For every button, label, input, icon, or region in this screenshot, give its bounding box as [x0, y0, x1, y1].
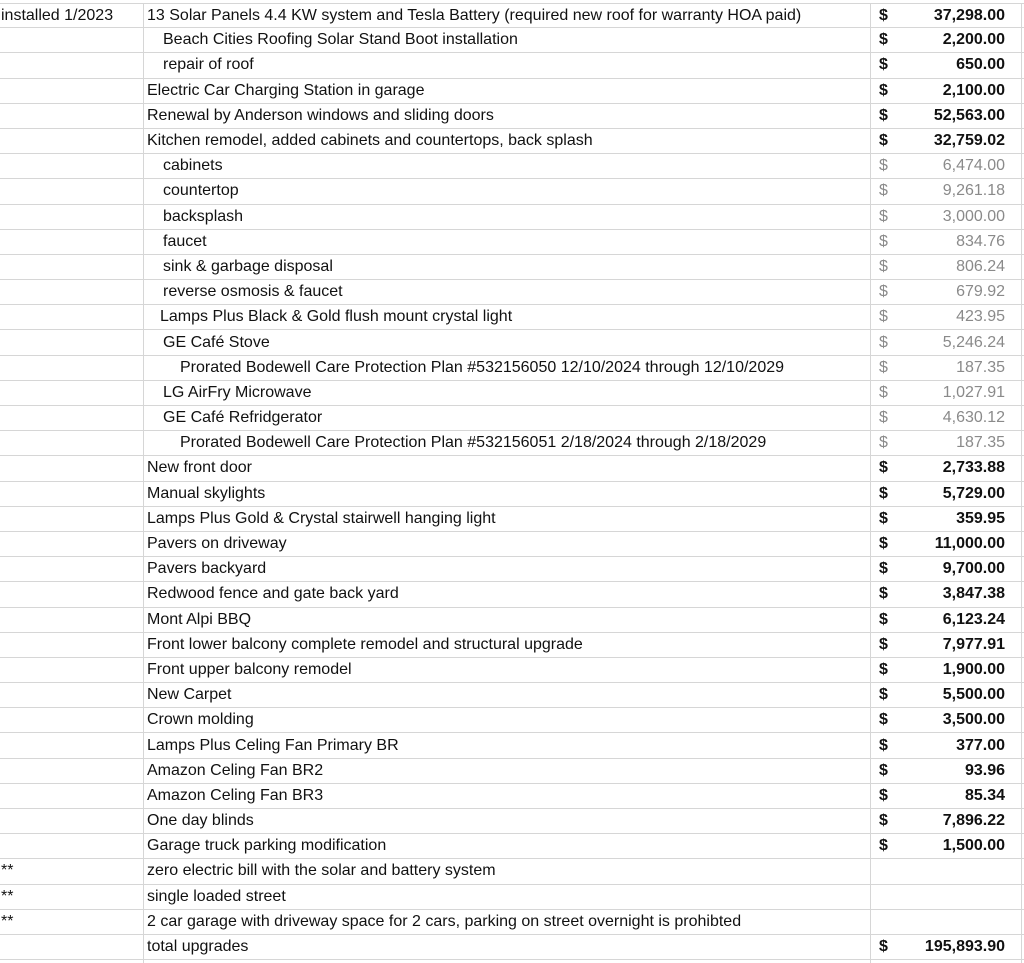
amount-cell[interactable] — [901, 406, 1005, 430]
amount-cell-text: 423.95 — [956, 308, 1005, 326]
amount-cell[interactable] — [901, 330, 1005, 354]
note-cell[interactable] — [0, 759, 143, 783]
amount-cell[interactable] — [901, 784, 1005, 808]
description-cell-text: single loaded street — [147, 887, 286, 905]
description-cell-text: Front upper balcony remodel — [147, 660, 352, 678]
currency-cell-text: $ — [879, 308, 888, 326]
amount-cell-text: 4,630.12 — [942, 409, 1005, 427]
amount-cell[interactable] — [901, 154, 1005, 178]
amount-cell-text: 32,759.02 — [933, 132, 1005, 150]
amount-cell-text: 1,027.91 — [942, 383, 1005, 401]
amount-cell[interactable] — [901, 482, 1005, 506]
description-cell[interactable] — [144, 79, 870, 103]
note-cell[interactable] — [0, 834, 143, 858]
amount-cell[interactable] — [901, 28, 1005, 52]
note-cell[interactable] — [0, 53, 143, 77]
description-cell-text: Crown molding — [147, 711, 254, 729]
currency-cell[interactable] — [871, 658, 901, 682]
description-cell-text: zero electric bill with the solar and battery system — [147, 862, 496, 880]
description-cell-text: New front door — [147, 459, 252, 477]
currency-cell-text: $ — [879, 358, 888, 376]
description-cell-text: total upgrades — [147, 938, 249, 956]
amount-cell-text: 2,100.00 — [942, 81, 1005, 99]
description-cell[interactable] — [144, 53, 870, 77]
description-cell-text: Front lower balcony complete remodel and structural upgrade — [147, 635, 583, 653]
description-cell-text: One day blinds — [147, 812, 254, 830]
description-cell[interactable] — [144, 129, 870, 153]
note-cell[interactable] — [0, 104, 143, 128]
amount-cell[interactable] — [901, 507, 1005, 531]
note-cell-text: ** — [1, 912, 14, 930]
amount-cell-text: 93.96 — [964, 761, 1005, 779]
description-cell-text: New Carpet — [147, 686, 232, 704]
note-cell[interactable] — [0, 885, 143, 909]
currency-cell-text: $ — [879, 434, 888, 452]
currency-cell-text: $ — [879, 786, 888, 804]
column-divider-b — [870, 3, 871, 963]
amount-cell[interactable] — [901, 532, 1005, 556]
description-cell[interactable] — [144, 456, 870, 480]
amount-cell-text: 5,500.00 — [942, 686, 1005, 704]
amount-cell[interactable] — [901, 53, 1005, 77]
description-cell-text: Lamps Plus Black & Gold flush mount crystal light — [160, 308, 513, 326]
description-cell[interactable] — [144, 507, 870, 531]
currency-cell[interactable] — [871, 809, 901, 833]
description-cell[interactable] — [144, 104, 870, 128]
note-cell[interactable] — [0, 557, 143, 581]
currency-cell[interactable] — [871, 381, 901, 405]
description-cell[interactable] — [144, 154, 870, 178]
description-cell[interactable] — [144, 4, 870, 27]
description-cell[interactable] — [144, 330, 870, 354]
amount-cell-text: 9,261.18 — [942, 182, 1005, 200]
description-cell[interactable] — [144, 910, 870, 934]
description-cell-text: Kitchen remodel, added cabinets and countertops, back splash — [147, 132, 593, 150]
description-cell[interactable] — [144, 28, 870, 52]
amount-cell[interactable] — [901, 129, 1005, 153]
amount-cell-text: 187.35 — [956, 358, 1005, 376]
note-cell[interactable] — [0, 406, 143, 430]
description-cell[interactable] — [144, 557, 870, 581]
amount-cell-text: 6,123.24 — [942, 610, 1005, 628]
description-cell[interactable] — [144, 935, 870, 959]
note-cell[interactable] — [0, 381, 143, 405]
currency-cell[interactable] — [871, 356, 901, 380]
amount-cell[interactable] — [901, 205, 1005, 229]
description-cell[interactable] — [144, 885, 870, 909]
currency-cell[interactable] — [871, 456, 901, 480]
description-cell[interactable] — [144, 532, 870, 556]
note-cell[interactable] — [0, 910, 143, 934]
amount-cell-text: 679.92 — [956, 283, 1005, 301]
note-cell[interactable] — [0, 431, 143, 455]
note-cell[interactable] — [0, 280, 143, 304]
amount-cell[interactable] — [901, 179, 1005, 203]
amount-cell-text: 806.24 — [956, 257, 1005, 275]
currency-cell-text: $ — [879, 837, 888, 855]
description-cell-text: Lamps Plus Gold & Crystal stairwell hanging light — [147, 509, 496, 527]
currency-cell[interactable] — [871, 708, 901, 732]
amount-cell[interactable] — [901, 557, 1005, 581]
currency-cell[interactable] — [871, 205, 901, 229]
currency-cell-text: $ — [879, 383, 888, 401]
currency-cell[interactable] — [871, 255, 901, 279]
amount-cell-text: 6,474.00 — [942, 157, 1005, 175]
currency-cell[interactable] — [871, 859, 901, 883]
amount-cell[interactable] — [901, 859, 1005, 883]
note-cell[interactable] — [0, 507, 143, 531]
description-cell-text: Prorated Bodewell Care Protection Plan #532156051 2/18/2024 through 2/18/2029 — [180, 434, 767, 452]
amount-cell[interactable] — [901, 356, 1005, 380]
amount-cell-text: 377.00 — [956, 736, 1005, 754]
amount-cell-text: 834.76 — [956, 232, 1005, 250]
currency-cell[interactable] — [871, 482, 901, 506]
currency-cell-text: $ — [879, 736, 888, 754]
note-cell-text: ** — [1, 862, 14, 880]
amount-cell-text: 2,200.00 — [942, 31, 1005, 49]
note-cell[interactable] — [0, 532, 143, 556]
description-cell[interactable] — [144, 759, 870, 783]
currency-cell[interactable] — [871, 557, 901, 581]
amount-cell-text: 650.00 — [956, 56, 1005, 74]
amount-cell[interactable] — [901, 255, 1005, 279]
amount-cell[interactable] — [901, 935, 1005, 959]
description-cell[interactable] — [144, 280, 870, 304]
amount-cell-text: 7,977.91 — [942, 635, 1005, 653]
description-cell[interactable] — [144, 305, 870, 329]
amount-cell-text: 9,700.00 — [942, 560, 1005, 578]
currency-cell[interactable] — [871, 885, 901, 909]
amount-cell[interactable] — [901, 885, 1005, 909]
description-cell[interactable] — [144, 608, 870, 632]
note-cell[interactable] — [0, 179, 143, 203]
description-cell[interactable] — [144, 431, 870, 455]
amount-cell-text: 3,000.00 — [942, 207, 1005, 225]
description-cell-text: sink & garbage disposal — [163, 257, 333, 275]
currency-cell-text: $ — [879, 585, 888, 603]
note-cell[interactable] — [0, 482, 143, 506]
amount-cell-text: 3,847.38 — [942, 585, 1005, 603]
currency-cell-text: $ — [879, 761, 888, 779]
column-divider-c — [1021, 3, 1022, 963]
currency-cell-text: $ — [879, 257, 888, 275]
description-cell-text: cabinets — [163, 157, 223, 175]
note-cell[interactable] — [0, 230, 143, 254]
description-cell-text: Renewal by Anderson windows and sliding doors — [147, 106, 494, 124]
currency-cell[interactable] — [871, 633, 901, 657]
currency-cell[interactable] — [871, 834, 901, 858]
description-cell[interactable] — [144, 179, 870, 203]
description-cell-text: 2 car garage with driveway space for 2 cars, parking on street overnight is prohibted — [147, 912, 742, 930]
currency-cell[interactable] — [871, 784, 901, 808]
currency-cell-text: $ — [879, 686, 888, 704]
amount-cell[interactable] — [901, 305, 1005, 329]
note-cell[interactable] — [0, 129, 143, 153]
description-cell-text: repair of roof — [163, 56, 254, 74]
amount-cell[interactable] — [901, 280, 1005, 304]
note-cell[interactable] — [0, 28, 143, 52]
description-cell-text: Mont Alpi BBQ — [147, 610, 252, 628]
amount-cell[interactable] — [901, 910, 1005, 934]
currency-cell-text: $ — [879, 31, 888, 49]
description-cell[interactable] — [144, 230, 870, 254]
note-cell-text: ** — [1, 887, 14, 905]
description-cell-text: reverse osmosis & faucet — [163, 283, 343, 301]
note-cell[interactable] — [0, 683, 143, 707]
description-cell-text: Pavers on driveway — [147, 535, 287, 553]
currency-cell[interactable] — [871, 280, 901, 304]
description-cell-text: Pavers backyard — [147, 560, 267, 578]
amount-cell-text: 52,563.00 — [933, 106, 1005, 124]
amount-cell[interactable] — [901, 4, 1005, 27]
currency-cell-text: $ — [879, 283, 888, 301]
note-cell[interactable] — [0, 356, 143, 380]
description-cell[interactable] — [144, 406, 870, 430]
amount-cell-text: 359.95 — [956, 509, 1005, 527]
currency-cell-text: $ — [879, 81, 888, 99]
description-cell[interactable] — [144, 834, 870, 858]
description-cell[interactable] — [144, 482, 870, 506]
description-cell[interactable] — [144, 859, 870, 883]
amount-cell-text: 1,900.00 — [942, 660, 1005, 678]
currency-cell[interactable] — [871, 154, 901, 178]
note-cell[interactable] — [0, 658, 143, 682]
description-cell[interactable] — [144, 784, 870, 808]
amount-cell[interactable] — [901, 104, 1005, 128]
currency-cell-text: $ — [879, 610, 888, 628]
amount-cell[interactable] — [901, 633, 1005, 657]
currency-cell[interactable] — [871, 608, 901, 632]
currency-cell-text: $ — [879, 535, 888, 553]
description-cell-text: Manual skylights — [147, 484, 266, 502]
currency-cell-text: $ — [879, 106, 888, 124]
description-cell[interactable] — [144, 356, 870, 380]
amount-cell-text: 11,000.00 — [934, 535, 1005, 553]
currency-cell-text: $ — [879, 938, 888, 956]
currency-cell[interactable] — [871, 28, 901, 52]
note-cell-text: installed 1/2023 — [1, 6, 114, 24]
note-cell[interactable] — [0, 733, 143, 757]
note-cell[interactable] — [0, 456, 143, 480]
note-cell[interactable] — [0, 935, 143, 959]
currency-cell[interactable] — [871, 582, 901, 606]
currency-cell-text: $ — [879, 132, 888, 150]
amount-cell[interactable] — [901, 809, 1005, 833]
amount-cell[interactable] — [901, 733, 1005, 757]
amount-cell[interactable] — [901, 230, 1005, 254]
note-cell[interactable] — [0, 330, 143, 354]
amount-cell[interactable] — [901, 708, 1005, 732]
currency-cell[interactable] — [871, 305, 901, 329]
column-divider-a — [143, 3, 144, 963]
amount-cell[interactable] — [901, 759, 1005, 783]
description-cell-text: GE Café Stove — [163, 333, 270, 351]
amount-cell-text: 5,729.00 — [942, 484, 1005, 502]
currency-cell[interactable] — [871, 431, 901, 455]
note-cell[interactable] — [0, 784, 143, 808]
description-cell-text: Lamps Plus Celing Fan Primary BR — [147, 736, 399, 754]
note-cell[interactable] — [0, 809, 143, 833]
description-cell[interactable] — [144, 255, 870, 279]
amount-cell[interactable] — [901, 834, 1005, 858]
amount-cell-text: 37,298.00 — [933, 6, 1005, 24]
currency-cell[interactable] — [871, 330, 901, 354]
description-cell[interactable] — [144, 633, 870, 657]
description-cell-text: LG AirFry Microwave — [163, 383, 312, 401]
description-cell-text: countertop — [163, 182, 239, 200]
description-cell-text: Amazon Celing Fan BR3 — [147, 786, 324, 804]
amount-cell-text: 195,893.90 — [924, 938, 1005, 956]
amount-cell-text: 7,896.22 — [942, 812, 1005, 830]
currency-cell[interactable] — [871, 230, 901, 254]
amount-cell[interactable] — [901, 431, 1005, 455]
description-cell[interactable] — [144, 381, 870, 405]
amount-cell[interactable] — [901, 79, 1005, 103]
currency-cell[interactable] — [871, 79, 901, 103]
description-cell-text: Garage truck parking modification — [147, 837, 387, 855]
amount-cell[interactable] — [901, 683, 1005, 707]
amount-cell[interactable] — [901, 582, 1005, 606]
currency-cell[interactable] — [871, 759, 901, 783]
amount-cell[interactable] — [901, 456, 1005, 480]
amount-cell-text: 1,500.00 — [942, 837, 1005, 855]
amount-cell[interactable] — [901, 658, 1005, 682]
currency-cell[interactable] — [871, 935, 901, 959]
currency-cell-text: $ — [879, 459, 888, 477]
description-cell-text: GE Café Refridgerator — [163, 409, 323, 427]
currency-cell-text: $ — [879, 635, 888, 653]
note-cell[interactable] — [0, 4, 143, 27]
description-cell[interactable] — [144, 809, 870, 833]
currency-cell[interactable] — [871, 507, 901, 531]
amount-cell[interactable] — [901, 381, 1005, 405]
currency-cell-text: $ — [879, 711, 888, 729]
currency-cell-text: $ — [879, 157, 888, 175]
description-cell-text: Electric Car Charging Station in garage — [147, 81, 425, 99]
currency-cell[interactable] — [871, 179, 901, 203]
currency-cell-text: $ — [879, 232, 888, 250]
description-cell-text: Redwood fence and gate back yard — [147, 585, 399, 603]
currency-cell[interactable] — [871, 406, 901, 430]
description-cell[interactable] — [144, 205, 870, 229]
currency-cell-text: $ — [879, 484, 888, 502]
currency-cell[interactable] — [871, 129, 901, 153]
currency-cell[interactable] — [871, 4, 901, 27]
currency-cell[interactable] — [871, 683, 901, 707]
description-cell-text: Prorated Bodewell Care Protection Plan #532156050 12/10/2024 through 12/10/2029 — [180, 358, 785, 376]
currency-cell-text: $ — [879, 409, 888, 427]
currency-cell[interactable] — [871, 53, 901, 77]
description-cell[interactable] — [144, 733, 870, 757]
note-cell[interactable] — [0, 305, 143, 329]
amount-cell-text: 5,246.24 — [942, 333, 1005, 351]
note-cell[interactable] — [0, 708, 143, 732]
currency-cell[interactable] — [871, 910, 901, 934]
description-cell[interactable] — [144, 708, 870, 732]
description-cell[interactable] — [144, 658, 870, 682]
amount-cell-text: 85.34 — [964, 786, 1005, 804]
note-cell[interactable] — [0, 79, 143, 103]
currency-cell[interactable] — [871, 733, 901, 757]
note-cell[interactable] — [0, 255, 143, 279]
currency-cell-text: $ — [879, 560, 888, 578]
description-cell-text: faucet — [163, 232, 207, 250]
description-cell[interactable] — [144, 683, 870, 707]
description-cell-text: Beach Cities Roofing Solar Stand Boot installation — [163, 31, 518, 49]
currency-cell-text: $ — [879, 56, 888, 74]
amount-cell[interactable] — [901, 608, 1005, 632]
currency-cell-text: $ — [879, 182, 888, 200]
description-cell[interactable] — [144, 582, 870, 606]
note-cell[interactable] — [0, 154, 143, 178]
description-cell-text: Amazon Celing Fan BR2 — [147, 761, 324, 779]
currency-cell-text: $ — [879, 6, 888, 24]
note-cell[interactable] — [0, 582, 143, 606]
note-cell[interactable] — [0, 859, 143, 883]
description-cell-text: 13 Solar Panels 4.4 KW system and Tesla Battery (required new roof for warranty HOA paid) — [147, 6, 802, 24]
currency-cell-text: $ — [879, 660, 888, 678]
note-cell[interactable] — [0, 633, 143, 657]
currency-cell-text: $ — [879, 207, 888, 225]
currency-cell[interactable] — [871, 532, 901, 556]
note-cell[interactable] — [0, 205, 143, 229]
currency-cell[interactable] — [871, 104, 901, 128]
amount-cell-text: 187.35 — [956, 434, 1005, 452]
currency-cell-text: $ — [879, 812, 888, 830]
currency-cell-text: $ — [879, 333, 888, 351]
amount-cell-text: 3,500.00 — [942, 711, 1005, 729]
amount-cell-text: 2,733.88 — [942, 459, 1005, 477]
currency-cell-text: $ — [879, 509, 888, 527]
description-cell-text: backsplash — [163, 207, 244, 225]
note-cell[interactable] — [0, 608, 143, 632]
